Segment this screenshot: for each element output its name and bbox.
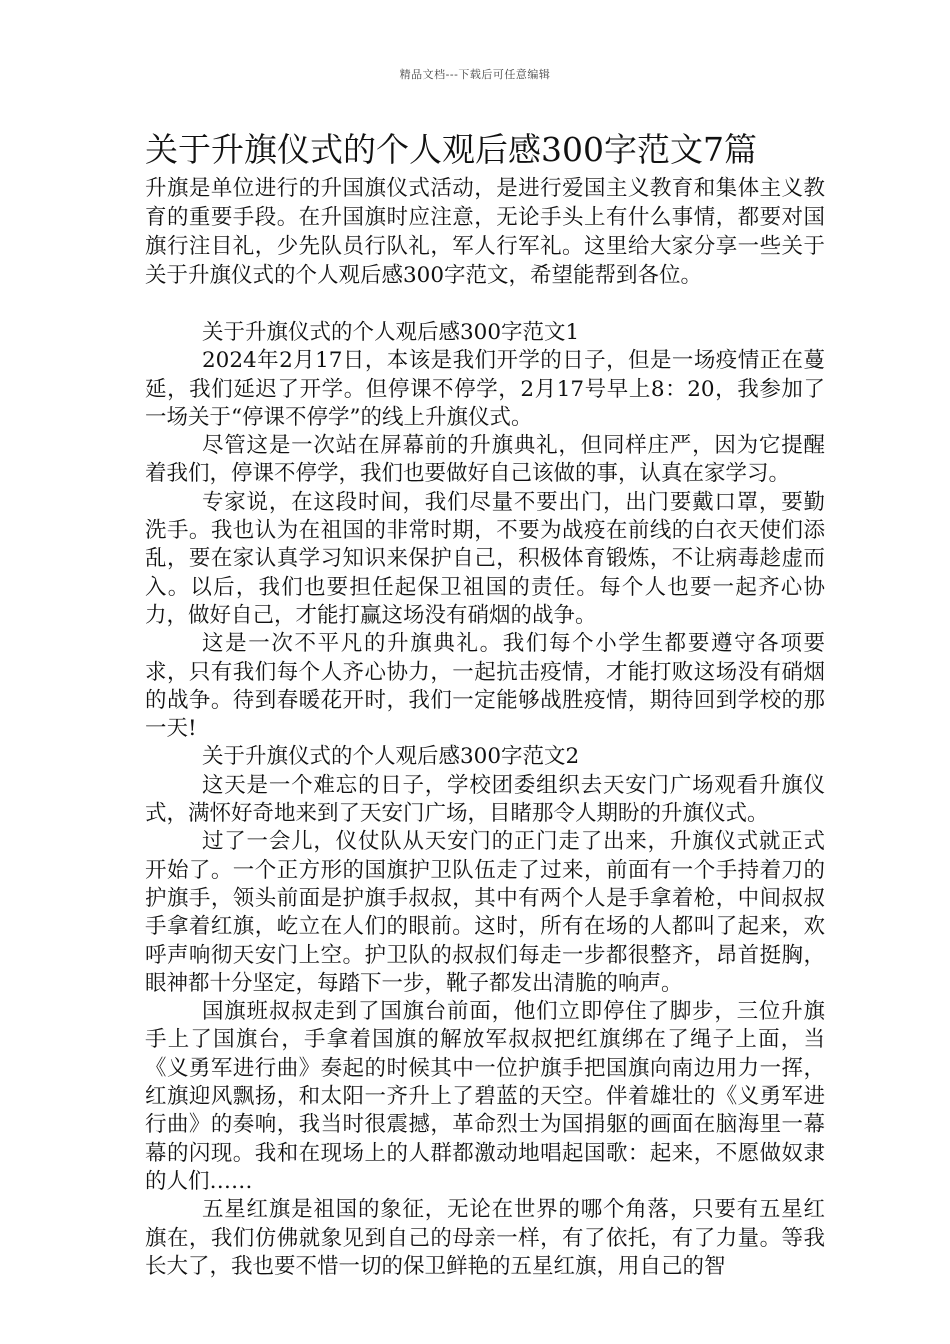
body-paragraph: 五星红旗是祖国的象征，无论在世界的哪个角落，只要有五星红旗在，我们仿佛就象见到自己的母亲一样，有了依托，有了力量。等我长大了，我也要不惜一切的保卫鲜艳的五星红旗，用自己的智 <box>145 1197 825 1279</box>
body-paragraph: 这天是一个难忘的日子，学校团委组织去天安门广场观看升旗仪式，满怀好奇地来到了天安门广场，目睹那令人期盼的升旗仪式。 <box>145 772 825 827</box>
document-body <box>145 319 825 1281</box>
intro-paragraph: 升旗是单位进行的升国旗仪式活动，是进行爱国主义教育和集体主义教育的重要手段。在升国旗时应注意，无论手头上有什么事情，都要对国旗行注目礼，少先队员行队礼，军人行军礼。这里给大家分享一些关于关于升旗仪式的个人观后感300字范文，希望能帮到各位。 <box>145 176 825 288</box>
body-paragraph: 这是一次不平凡的升旗典礼。我们每个小学生都要遵守各项要求，只有我们每个人齐心协力，一起抗击疫情，才能打败这场没有硝烟的战争。待到春暖花开时，我们一定能够战胜疫情，期待回到学校的那一天! <box>145 631 825 742</box>
section-heading: 关于升旗仪式的个人观后感300字范文1 <box>202 320 580 345</box>
document-title: 关于升旗仪式的个人观后感300字范文7篇 <box>145 130 757 169</box>
document-page <box>145 128 825 1281</box>
body-paragraph: 国旗班叔叔走到了国旗台前面，他们立即停住了脚步，三位升旗手上了国旗台，手拿着国旗的解放军叔叔把红旗绑在了绳子上面，当《义勇军进行曲》奏起的时候其中一位护旗手把国旗向南边用力一挥，红旗迎风飘扬，和太阳一齐升上了碧蓝的天空。伴着雄壮的《义勇军进行曲》的奏响，我当时很震撼，革命烈士为国捐躯的画面在脑海里一幕幕的闪现。我和在现场上的人群都激动地唱起国歌：起来，不愿做奴隶的人们…… <box>145 999 825 1194</box>
page-header: 精品文档---下载后可任意编辑 <box>399 68 551 81</box>
spacer <box>145 290 825 319</box>
body-paragraph: 尽管这是一次站在屏幕前的升旗典礼，但同样庄严，因为它提醒着我们，停课不停学，我们也要做好自己该做的事，认真在家学习。 <box>145 433 825 487</box>
section-heading: 关于升旗仪式的个人观后感300字范文2 <box>202 744 580 770</box>
body-paragraph: 专家说，在这段时间，我们尽量不要出门，出门要戴口罩，要勤洗手。我也认为在祖国的非常时期，不要为战疫在前线的白衣天使们添乱，要在家认真学习知识来保护自己，积极体育锻炼，不让病毒趁虚而入。以后，我们也要担任起保卫祖国的责任。每个人也要一起齐心协力，做好自己，才能打赢这场没有硝烟的战争。 <box>145 489 825 628</box>
body-paragraph: 过了一会儿，仪仗队从天安门的正门走了出来，升旗仪式就正式开始了。一个正方形的国旗护卫队伍走了过来，前面有一个手持着刀的护旗手，领头前面是护旗手叔叔，其中有两个人是手拿着枪，中间叔叔手拿着红旗，屹立在人们的眼前。这时，所有在场的人都叫了起来，欢呼声响彻天安门上空。护卫队的叔叔们每走一步都很整齐，昂首挺胸，眼神都十分坚定，每踏下一步，靴子都发出清脆的响声。 <box>145 829 825 996</box>
body-paragraph: 2024年2月17日，本该是我们开学的日子，但是一场疫情正在蔓延，我们延迟了开学。但停课不停学，2月17号早上8：20，我参加了一场关于“停课不停学”的线上升旗仪式。 <box>145 348 825 430</box>
